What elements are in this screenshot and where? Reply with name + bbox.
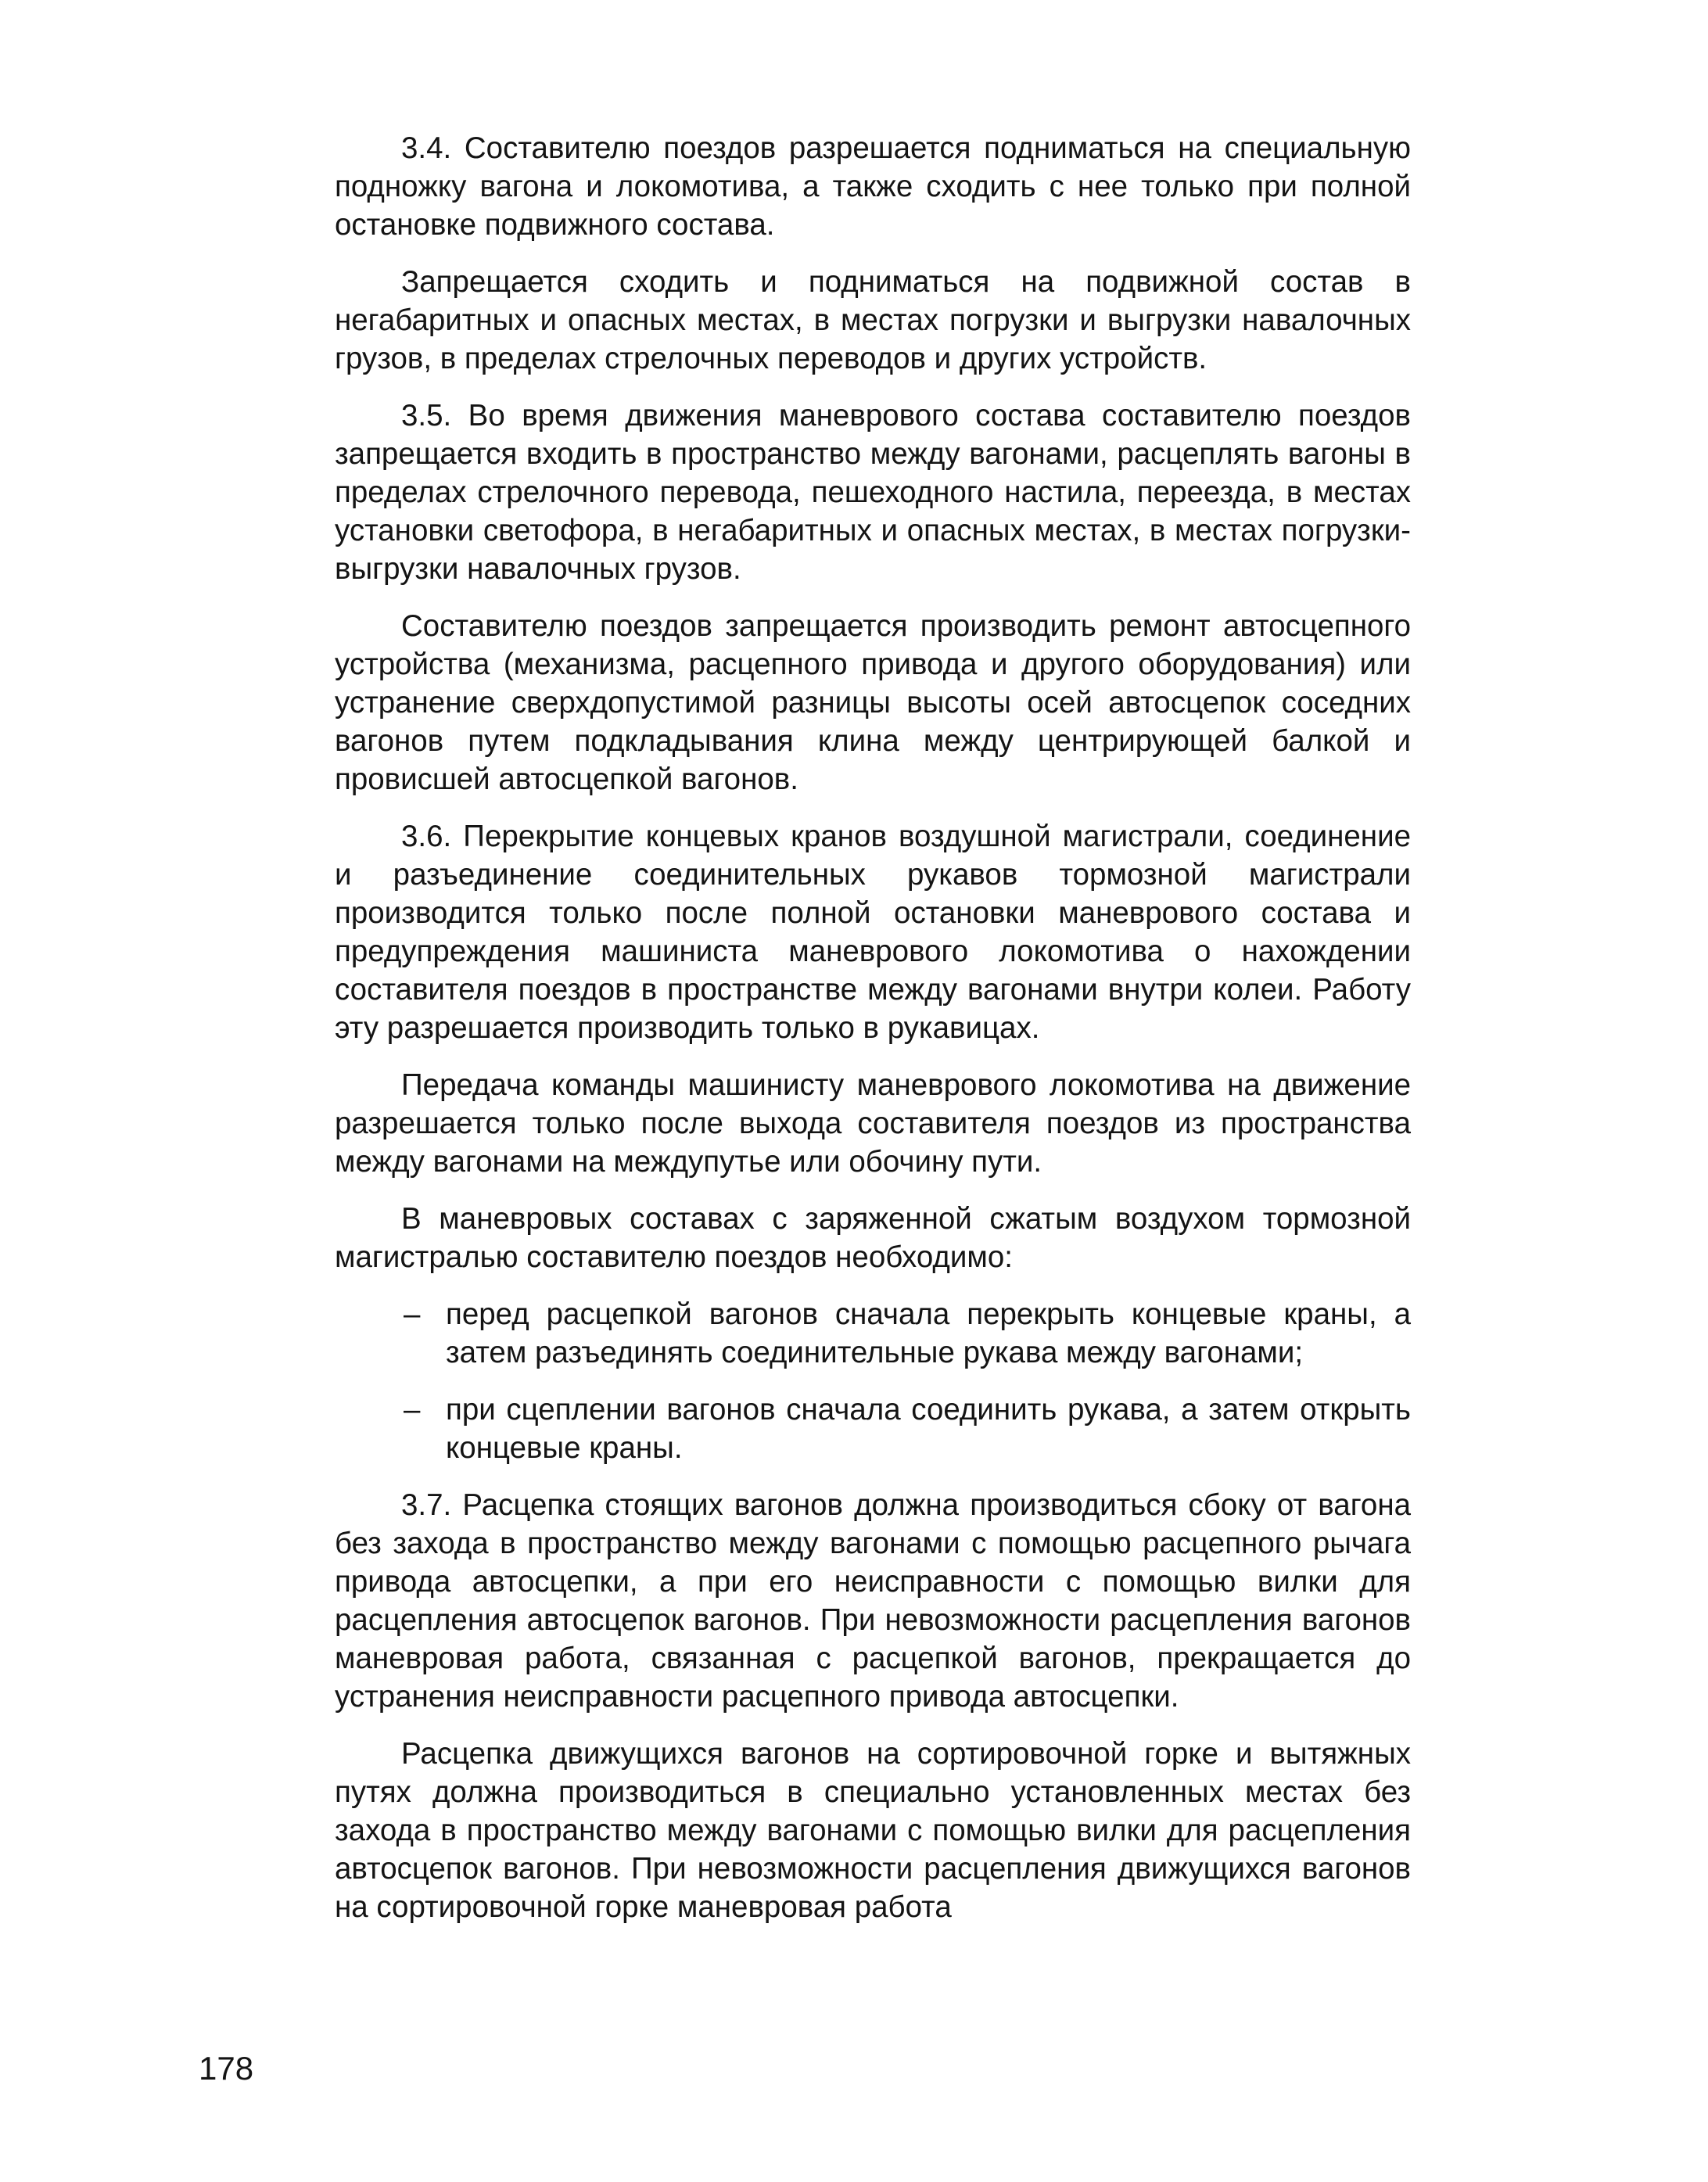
list-item xyxy=(335,1391,1411,1467)
page-number: 178 xyxy=(199,2050,254,2087)
list-dash: – xyxy=(404,1297,421,1331)
body-text xyxy=(335,129,1411,1945)
list-item-text: при сцеплении вагонов сначала соединить рукава, а затем открыть концевые краны. xyxy=(446,1393,1411,1465)
paragraph-moving-uncoupling: Расцепка движущихся вагонов на сортировочной горке и вытяжных путях должна производиться в специально установленных местах без захода в пространство между вагонами с помощью вилки для расцепления автосцепок вагонов. При невозможности расцепления движущихся вагонов на сортировочной горке маневровая работа xyxy=(335,1737,1411,1924)
paragraph-repair-prohibition: Составителю поездов запрещается производить ремонт автосцепного устройства (механизма, расцепного привода и другого оборудования) или устранение сверхдопустимой разницы высоты осей автосцепок соседних вагонов путем подкладывания клина между центрирующей балкой и провисшей автосцепкой вагонов. xyxy=(335,609,1411,796)
paragraph-charged-brake-line: В маневровых составах с заряженной сжатым воздухом тормозной магистралью составителю поездов необходимо: xyxy=(335,1202,1411,1274)
paragraph-3-6: 3.6. Перекрытие концевых кранов воздушной магистрали, соединение и разъединение соединительных рукавов тормозной магистрали производится только после полной остановки маневрового состава и предупреждения машиниста маневрового локомотива о нахождении составителя поездов в пространстве между вагонами внутри колеи. Работу эту разрешается производить только в рукавицах. xyxy=(335,820,1411,1045)
list-item-text: перед расцепкой вагонов сначала перекрыть концевые краны, а затем разъединять соединительные рукава между вагонами; xyxy=(446,1297,1411,1369)
paragraph-3-4: 3.4. Составителю поездов разрешается подниматься на специальную подножку вагона и локомотива, а также сходить с нее только при полной остановке подвижного состава. xyxy=(335,131,1411,242)
list-item xyxy=(335,1295,1411,1372)
list-dash: – xyxy=(404,1393,421,1427)
paragraph-prohibition-boarding: Запрещается сходить и подниматься на подвижной состав в негабаритных и опасных местах, в местах погрузки и выгрузки навалочных грузов, в пределах стрелочных переводов и других устройств. xyxy=(335,265,1411,375)
paragraph-3-7: 3.7. Расцепка стоящих вагонов должна производиться сбоку от вагона без захода в пространство между вагонами с помощью расцепного рычага привода автосцепки, а при его неисправности с помощью вилки для расцепления автосцепок вагонов. При невозможности расцепления вагонов маневровая работа, связанная с расцепкой вагонов, прекращается до устранения неисправности расцепного привода автосцепки. xyxy=(335,1488,1411,1714)
paragraph-command-transfer: Передача команды машинисту маневрового локомотива на движение разрешается только после выхода составителя поездов из пространства между вагонами на междупутье или обочину пути. xyxy=(335,1068,1411,1179)
paragraph-3-5: 3.5. Во время движения маневрового состава составителю поездов запрещается входить в пространство между вагонами, расцеплять вагоны в пределах стрелочного перевода, пешеходного настила, переезда, в местах установки светофора, в негабаритных и опасных местах, в местах погрузки-выгрузки навалочных грузов. xyxy=(335,399,1411,586)
